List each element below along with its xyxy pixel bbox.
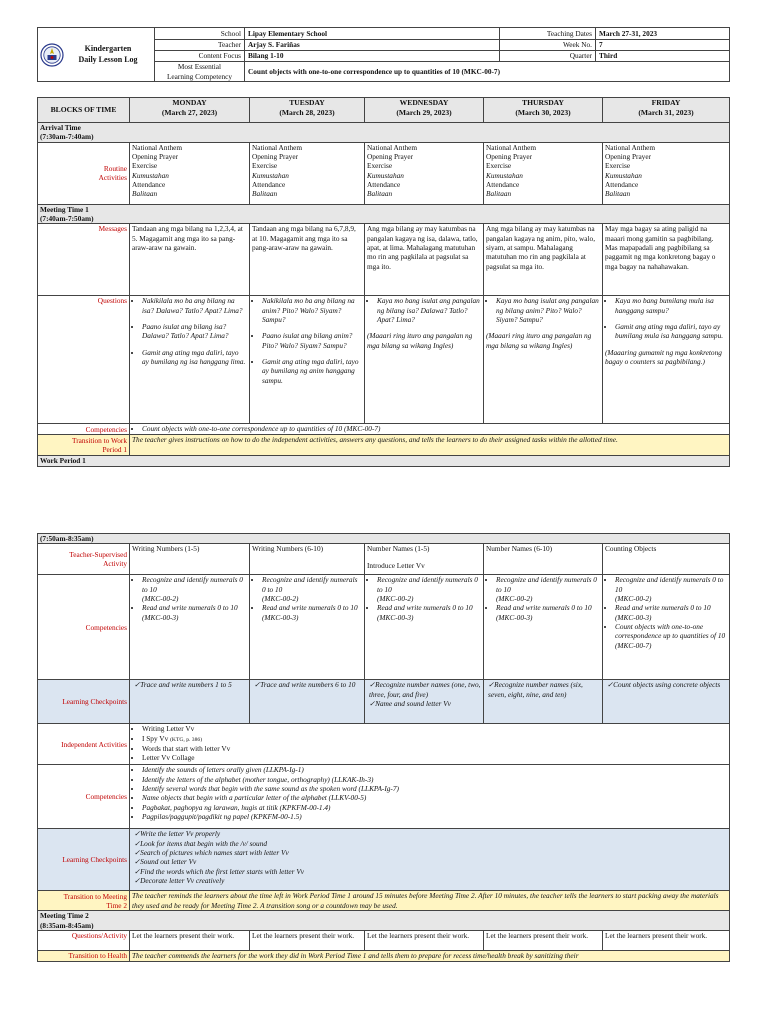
checkpoint-item: ✓ Find the words which the first letter starts with letter Vv	[134, 867, 727, 876]
meeting-time-1-row: Meeting Time 1 (7:40am-7:50am)	[38, 204, 730, 224]
independent-item: • Words that start with letter Vv	[142, 744, 727, 753]
quarter-label: Quarter	[500, 51, 596, 62]
competencies-label-2: Competencies	[38, 575, 130, 680]
competency-item: • Identify several words that begin with the same sound as the spoken word (LLKPA-Ig-7)	[142, 784, 727, 793]
question-item: • Kaya mo bang isulat ang pangalan ng bilang isa? Dalawa? Tatlo? Apat? Lima?	[377, 296, 481, 324]
competency-item: • Identify the letters of the alphabet (mother tongue, orthography) (LLKAK-Ih-3)	[142, 775, 727, 784]
dates-label: Teaching Dates	[500, 28, 596, 40]
question-item: • Gamit ang ating mga daliri, tayo ay bumilang ng anim hanggang sampu.	[262, 357, 362, 385]
competency-item: • Count objects with one-to-one correspondence up to quantities of 10 (MKC-00-7)	[615, 622, 727, 650]
transition-health-value: The teacher commends the learners for the work they did in Work Period Time 1 and tells them to prepare for recess time/health break by sanitizing their	[130, 950, 730, 961]
checkpoint-item: ✓ Trace and write numbers 1 to 5	[134, 680, 247, 689]
competency-item: • Recognize and identify numerals 0 to 10 (MKC-00-2)	[496, 575, 600, 603]
message-wednesday: Ang mga bilang ay may katumbas na pangalan kagaya ng isa, dalawa, tatlo, apat, at lima. Mahalagang matutuhan mo rin ang pagkilala at pagsulat sa mga ito.	[365, 224, 484, 296]
competency-item: • Read and write numerals 0 to 10 (MKC-00-3)	[377, 603, 481, 622]
question-note: (Maaari ring ituro ang pangalan ng mga bilang sa wikang Ingles)	[367, 331, 473, 350]
qa-wednesday: Let the learners present their work.	[365, 930, 484, 950]
competency-item: • Recognize and identify numerals 0 to 10 (MKC-00-2)	[262, 575, 362, 603]
tsa-thursday: Number Names (6-10)	[484, 544, 603, 575]
log-title: Daily Lesson Log	[78, 54, 138, 64]
competency-item: • Read and write numerals 0 to 10 (MKC-00-3)	[262, 603, 362, 622]
tsa-tuesday: Writing Numbers (6-10)	[250, 544, 365, 575]
competency-value: Count objects with one-to-one correspondence up to quantities of 10 (MKC-00-7)	[245, 62, 730, 82]
competencies-monday	[130, 575, 250, 680]
competency-item: • Recognize and identify numerals 0 to 10 (MKC-00-2)	[377, 575, 481, 603]
teacher-supervised-label: Teacher-Supervised Activity	[38, 544, 130, 575]
questions-thursday	[484, 296, 603, 424]
tsa-friday: Counting Objects	[603, 544, 730, 575]
independent-item: • I Spy Vv (KTG, p. 386)	[142, 734, 727, 744]
question-item: • Nakikilala mo ba ang bilang na anim? Pito? Walo? Siyam? Sampu?	[262, 296, 362, 324]
learning-checkpoints-label: Learning Checkpoints	[38, 680, 130, 724]
questions-label: Questions	[38, 296, 130, 424]
transition-meeting-label: Transition to Meeting Time 2	[38, 891, 130, 911]
competency-label-line1: Most Essential	[177, 62, 222, 72]
tsa-wednesday: Number Names (1-5) Introduce Letter Vv	[365, 544, 484, 575]
routine-cell-tuesday: National Anthem Opening Prayer Exercise Kumustahan Attendance Balitaan	[250, 142, 365, 204]
independent-item: • Letter Vv Collage	[142, 753, 727, 762]
competency-label-line2: Learning Competency	[166, 71, 233, 81]
competency-item: • Pagbakat, paghopya ng larawan, hugis at titik (KPKFM-00-1.4)	[142, 803, 727, 812]
transition-work-value: The teacher gives instructions on how to do the independent activities, answers any questions, and tells the learners to do their assigned tasks within the allotted time.	[130, 435, 730, 456]
lesson-table-part1	[37, 97, 730, 467]
checkpoint-item: ✓ Look for items that begin with the /v/ sound	[134, 839, 727, 848]
routine-cell-friday: National Anthem Opening Prayer Exercise Kumustahan Attendance Balitaan	[603, 142, 730, 204]
questions-tuesday	[250, 296, 365, 424]
header-table	[37, 27, 730, 82]
checkpoint-item: ✓ Trace and write numbers 6 to 10	[254, 680, 362, 689]
deped-seal-icon	[40, 43, 64, 67]
header-title-cell	[38, 28, 155, 82]
message-thursday: Ang mga bilang ay may katumbas na pangalan kagaya ng anim, pito, walo, siyam, at sampu. Mahalagang matutuhan mo rin ang pagkilala at pagsulat sa mga ito.	[484, 224, 603, 296]
question-note: (Maaaring gumamit ng mga konkretong bagay o counters sa pagbibilang.)	[605, 347, 722, 366]
competencies-friday	[603, 575, 730, 680]
message-friday: May mga bagay sa ating paligid na maaari mong gamitin sa pagbibilang. Mas mapapadali ang pagbibilang sa paggamit ng mga konkretong bagay o mga bagay na nahahawakan.	[603, 224, 730, 296]
question-note: (Maaari ring ituro ang pangalan ng mga bilang sa wikang Ingles)	[486, 331, 592, 350]
transition-work-label: Transition to Work Period 1	[38, 435, 130, 456]
day-header-tuesday: TUESDAY (March 28, 2023)	[250, 98, 365, 123]
week-label: Week No.	[500, 40, 596, 51]
competencies-label: Competencies	[38, 424, 130, 435]
competency-label	[155, 62, 245, 82]
competencies-independent	[130, 765, 730, 829]
questions-activity-label: Questions/Activity	[38, 930, 130, 950]
competency-item: • Recognize and identify numerals 0 to 10 (MKC-00-2)	[615, 575, 727, 603]
arrival-time-row: Arrival Time (7:30am-7:40am)	[38, 123, 730, 143]
competency-item: • Recognize and identify numerals 0 to 10 (MKC-00-2)	[142, 575, 247, 603]
content-label: Content Focus	[155, 51, 245, 62]
day-header-monday: MONDAY (March 27, 2023)	[130, 98, 250, 123]
dates-value: March 27-31, 2023	[596, 28, 730, 40]
learning-checkpoints-label-2: Learning Checkpoints	[38, 829, 130, 891]
routine-cell-thursday: National Anthem Opening Prayer Exercise Kumustahan Attendance Balitaan	[484, 142, 603, 204]
competency-item: • Read and write numerals 0 to 10 (MKC-00-3)	[142, 603, 247, 622]
quarter-value: Third	[596, 51, 730, 62]
checkpoint-item: ✓ Write the letter Vv properly	[134, 829, 727, 838]
independent-item: • Writing Letter Vv	[142, 724, 727, 733]
routine-label: Routine Activities	[38, 142, 130, 204]
question-item: • Kaya mo bang isulat ang pangalan ng bilang anim? Pito? Walo? Siyam? Sampu?	[496, 296, 600, 324]
checkpoint-item: ✓ Decorate letter Vv creatively	[134, 876, 727, 885]
checkpoint-thursday	[484, 680, 603, 724]
week-value: 7	[596, 40, 730, 51]
question-item: • Gamit ang ating mga daliri, tayo ay bumilang ng isa hanggang lima.	[142, 348, 247, 367]
checkpoint-item: ✓ Recognize number names (one, two, three, four, and five)	[369, 680, 481, 699]
independent-activities-value	[130, 724, 730, 765]
transition-meeting-value: The teacher reminds the learners about the time left in Work Period Time 1 around 15 minutes before Meeting Time 2. After 10 minutes, the teacher tells the learners to start packing away the materials they used and be ready for Meeting Time 2. A transition song or a countdown may be used.	[130, 891, 730, 911]
message-monday: Tandaan ang mga bilang na 1,2,3,4, at 5. Magagamit ang mga ito sa pang-araw-araw na gawain.	[130, 224, 250, 296]
work-period-1-row: Work Period 1	[38, 456, 730, 466]
checkpoint-item: ✓ Sound out letter Vv	[134, 857, 727, 866]
competencies-thursday	[484, 575, 603, 680]
routine-cell-wednesday: National Anthem Opening Prayer Exercise Kumustahan Attendance Balitaan	[365, 142, 484, 204]
competencies-label-3: Competencies	[38, 765, 130, 829]
question-item: • Kaya mo bang bumilang mula isa hanggang sampu?	[615, 296, 727, 315]
checkpoint-friday	[603, 680, 730, 724]
teacher-label: Teacher	[155, 40, 245, 51]
tsa-monday: Writing Numbers (1-5)	[130, 544, 250, 575]
questions-wednesday	[365, 296, 484, 424]
day-header-wednesday: WEDNESDAY (March 29, 2023)	[365, 98, 484, 123]
qa-monday: Let the learners present their work.	[130, 930, 250, 950]
questions-friday	[603, 296, 730, 424]
competency-item: • Name objects that begin with a particular letter of the alphabet (LLKV-00-5)	[142, 793, 727, 802]
competencies-wednesday	[365, 575, 484, 680]
competency-item: • Read and write numerals 0 to 10 (MKC-00-3)	[496, 603, 600, 622]
checkpoint-item: ✓ Search of pictures which names start with letter Vv	[134, 848, 727, 857]
checkpoint-wednesday	[365, 680, 484, 724]
question-item: • Nakikilala mo ba ang bilang na isa? Dalawa? Tatlo? Apat? Lima?	[142, 296, 247, 315]
checkpoint-tuesday	[250, 680, 365, 724]
question-item: • Paano isulat ang bilang isa? Dalawa? Tatlo? Apat? Lima?	[142, 322, 247, 341]
content-value: Bilang 1-10	[245, 51, 500, 62]
competency-item: • Read and write numerals 0 to 10 (MKC-00-3)	[615, 603, 727, 622]
lesson-table-part2	[37, 533, 730, 962]
competency-item: • Identify the sounds of letters orally given (LLKPA-Ig-1)	[142, 765, 727, 774]
work-period-time-row: (7:50am-8:35am)	[38, 534, 730, 544]
qa-friday: Let the learners present their work.	[603, 930, 730, 950]
school-label: School	[155, 28, 245, 40]
message-tuesday: Tandaan ang mga bilang na 6,7,8,9, at 10. Magagamit ang mga ito sa pang-araw-araw na gawain.	[250, 224, 365, 296]
routine-cell-monday: National Anthem Opening Prayer Exercise Kumustahan Attendance Balitaan	[130, 142, 250, 204]
checkpoint-item: ✓ Count objects using concrete objects	[607, 680, 727, 689]
meeting-time-2-row: Meeting Time 2 (8:35am-8:45am)	[38, 911, 730, 931]
messages-label: Messages	[38, 224, 130, 296]
independent-activities-label: Independent Activities	[38, 724, 130, 765]
checkpoint-item: ✓ Recognize number names (six, seven, eight, nine, and ten)	[488, 680, 600, 699]
competency-item: • Pagpilas/paggupit/pagdikit ng papel (KPKFM-00-1.5)	[142, 812, 727, 821]
questions-monday	[130, 296, 250, 424]
teacher-value: Arjay S. Fariñas	[245, 40, 500, 51]
school-value: Lipay Elementary School	[245, 28, 500, 40]
day-header-thursday: THURSDAY (March 30, 2023)	[484, 98, 603, 123]
competency-item: • Count objects with one-to-one correspondence up to quantities of 10 (MKC-00-7)	[142, 424, 727, 433]
blocks-of-time-header: BLOCKS OF TIME	[38, 98, 130, 123]
competencies-tuesday	[250, 575, 365, 680]
question-item: • Paano isulat ang bilang anim? Pito? Walo? Siyam? Sampu?	[262, 331, 362, 350]
checkpoint-item: ✓ Name and sound letter Vv	[369, 699, 481, 708]
transition-health-label: Transition to Health	[38, 950, 130, 961]
checkpoint-monday	[130, 680, 250, 724]
day-header-friday: FRIDAY (March 31, 2023)	[603, 98, 730, 123]
checkpoints-independent	[130, 829, 730, 891]
qa-thursday: Let the learners present their work.	[484, 930, 603, 950]
competencies-value	[130, 424, 730, 435]
question-item: • Gamit ang ating mga daliri, tayo ay bumilang mula isa hanggang sampu.	[615, 322, 727, 341]
qa-tuesday: Let the learners present their work.	[250, 930, 365, 950]
school-title: Kindergarten	[84, 43, 132, 53]
